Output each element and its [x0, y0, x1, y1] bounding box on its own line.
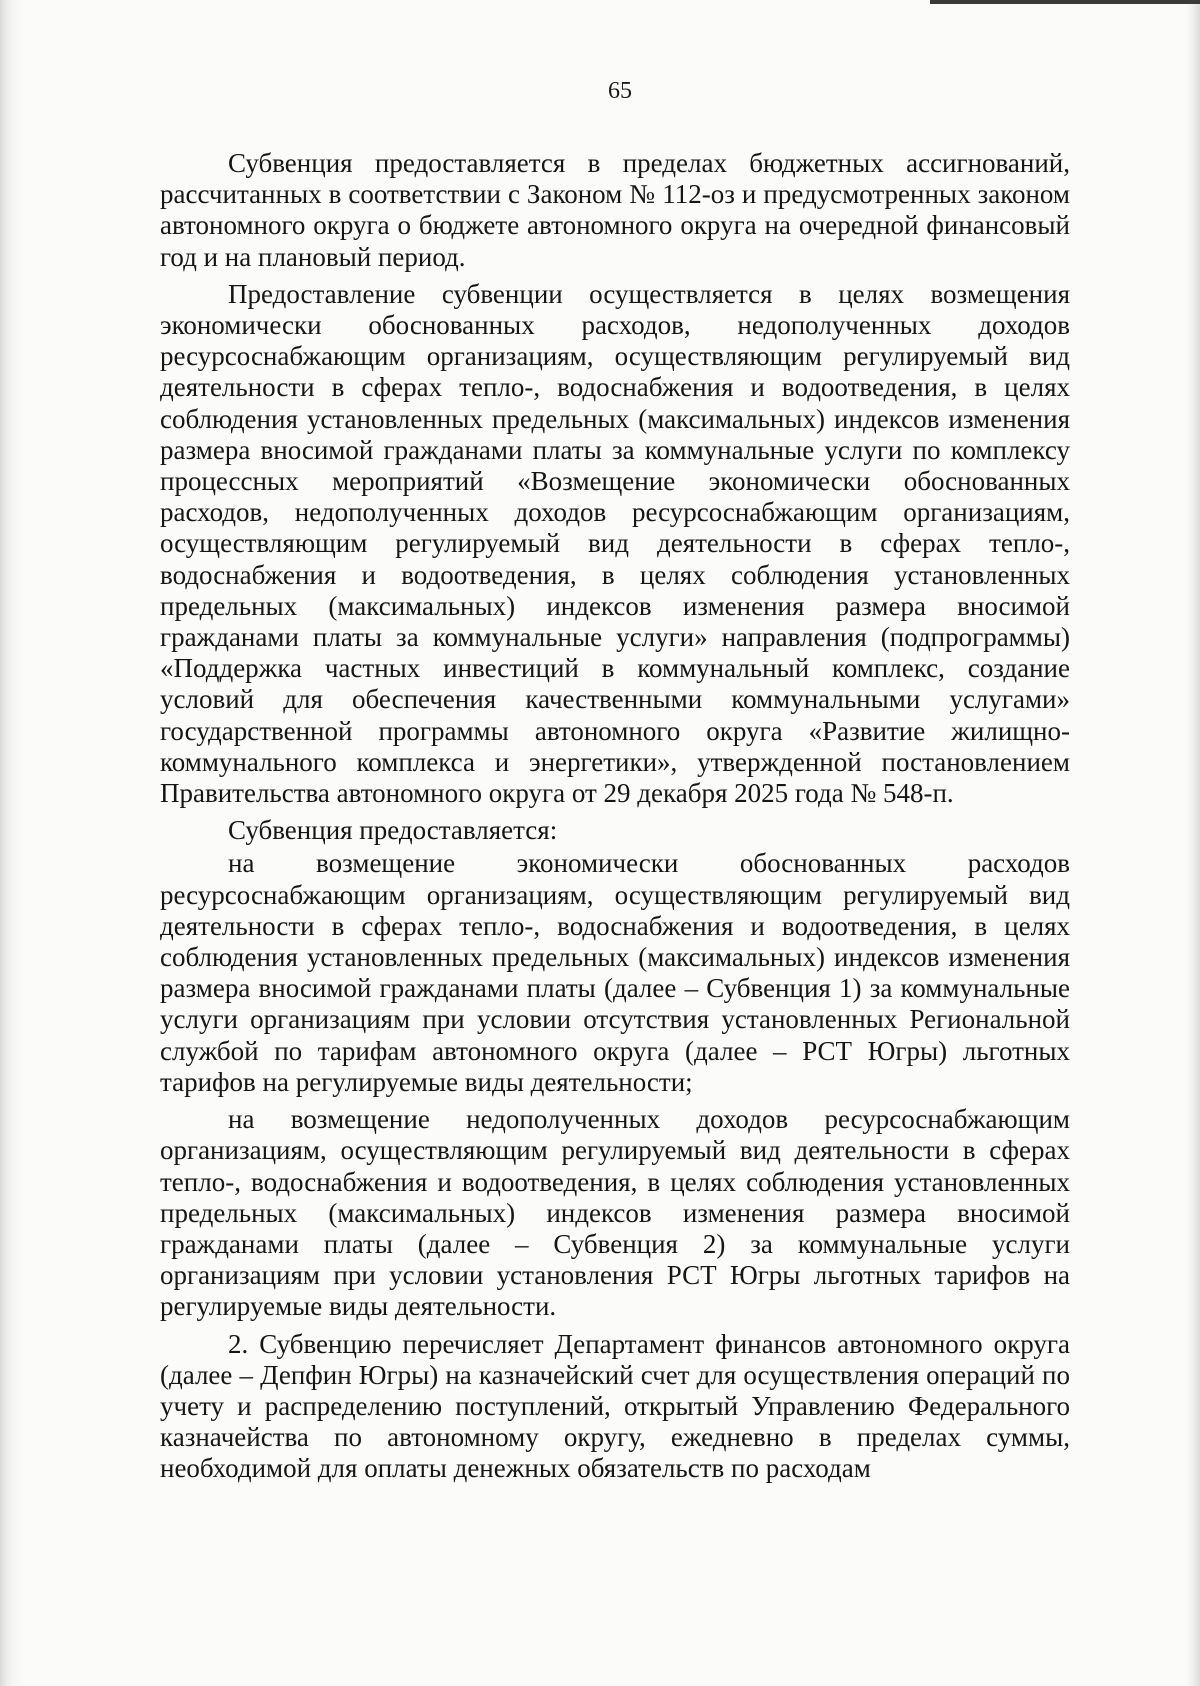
paragraph-transfer: 2. Субвенцию перечисляет Департамент финансов автономного округа (далее – Депфин Югры) на казначейский счет для осуществления операций по учету и распределению поступлений, открытый Управлению Федерального казначейства по автономному округу, ежедневно в пределах суммы, необходимой для оплаты денежных обязательств по расходам: [160, 1328, 1070, 1484]
paragraph-subvention-provided: Субвенция предоставляется:: [228, 815, 558, 846]
scan-right-edge: [1186, 0, 1200, 1686]
scan-top-edge: [930, 0, 1200, 4]
document-body: [160, 148, 1070, 1491]
paragraph-subvention-purpose: Предоставление субвенции осуществляется в целях возмещения экономически обоснованных расходов, недополученных доходов ресурсоснабжающим организациям, осуществляющим регулируемый вид деятельности в сферах тепло-, водоснабжения и водоотведения, в целях соблюдения установленных предельных (максимальных) индексов изменения размера вносимой гражданами платы за коммунальные услуги по комплексу процессных мероприятий «Возмещение экономически обоснованных расходов, недополученных доходов ресурсоснабжающим организациям, осуществляющим регулируемый вид деятельности в сферах тепло-, водоснабжения и водоотведения, в целях соблюдения установленных предельных (максимальных) индексов изменения размера вносимой гражданами платы за коммунальные услуги» направления (подпрограммы) «Поддержка частных инвестиций в коммунальный комплекс, создание условий для обеспечения качественными коммунальными услугами» государственной программы автономного округа «Развитие жилищно-коммунального комплекса и энергетики», утвержденной постановлением Правительства автономного округа от 29 декабря 2025 года № 548-п.: [160, 278, 1070, 809]
page-number: 65: [608, 78, 632, 104]
paragraph-subvention-2: на возмещение недополученных доходов ресурсоснабжающим организациям, осуществляющим регулируемый вид деятельности в сферах тепло-, водоснабжения и водоотведения, в целях соблюдения установленных предельных (максимальных) индексов изменения размера вносимой гражданами платы (далее – Субвенция 2) за коммунальные услуги организациям при условии установления РСТ Югры льготных тарифов на регулируемые виды деятельности.: [160, 1104, 1070, 1322]
paragraph-subvention-1: на возмещение экономически обоснованных расходов ресурсоснабжающим организациям, осуществляющим регулируемый вид деятельности в сферах тепло-, водоснабжения и водоотведения, в целях соблюдения установленных предельных (максимальных) индексов изменения размера вносимой гражданами платы (далее – Субвенция 1) за коммунальные услуги организациям при условии отсутствия установленных Региональной службой по тарифам автономного округа (далее – РСТ Югры) льготных тарифов на регулируемые виды деятельности;: [160, 848, 1070, 1097]
scan-left-edge: [0, 0, 26, 1686]
paragraph-subvention-limits: Субвенция предоставляется в пределах бюджетных ассигнований, рассчитанных в соответствии с Законом № 112-оз и предусмотренных законом автономного округа о бюджете автономного округа на очередной финансовый год и на плановый период.: [160, 148, 1070, 272]
